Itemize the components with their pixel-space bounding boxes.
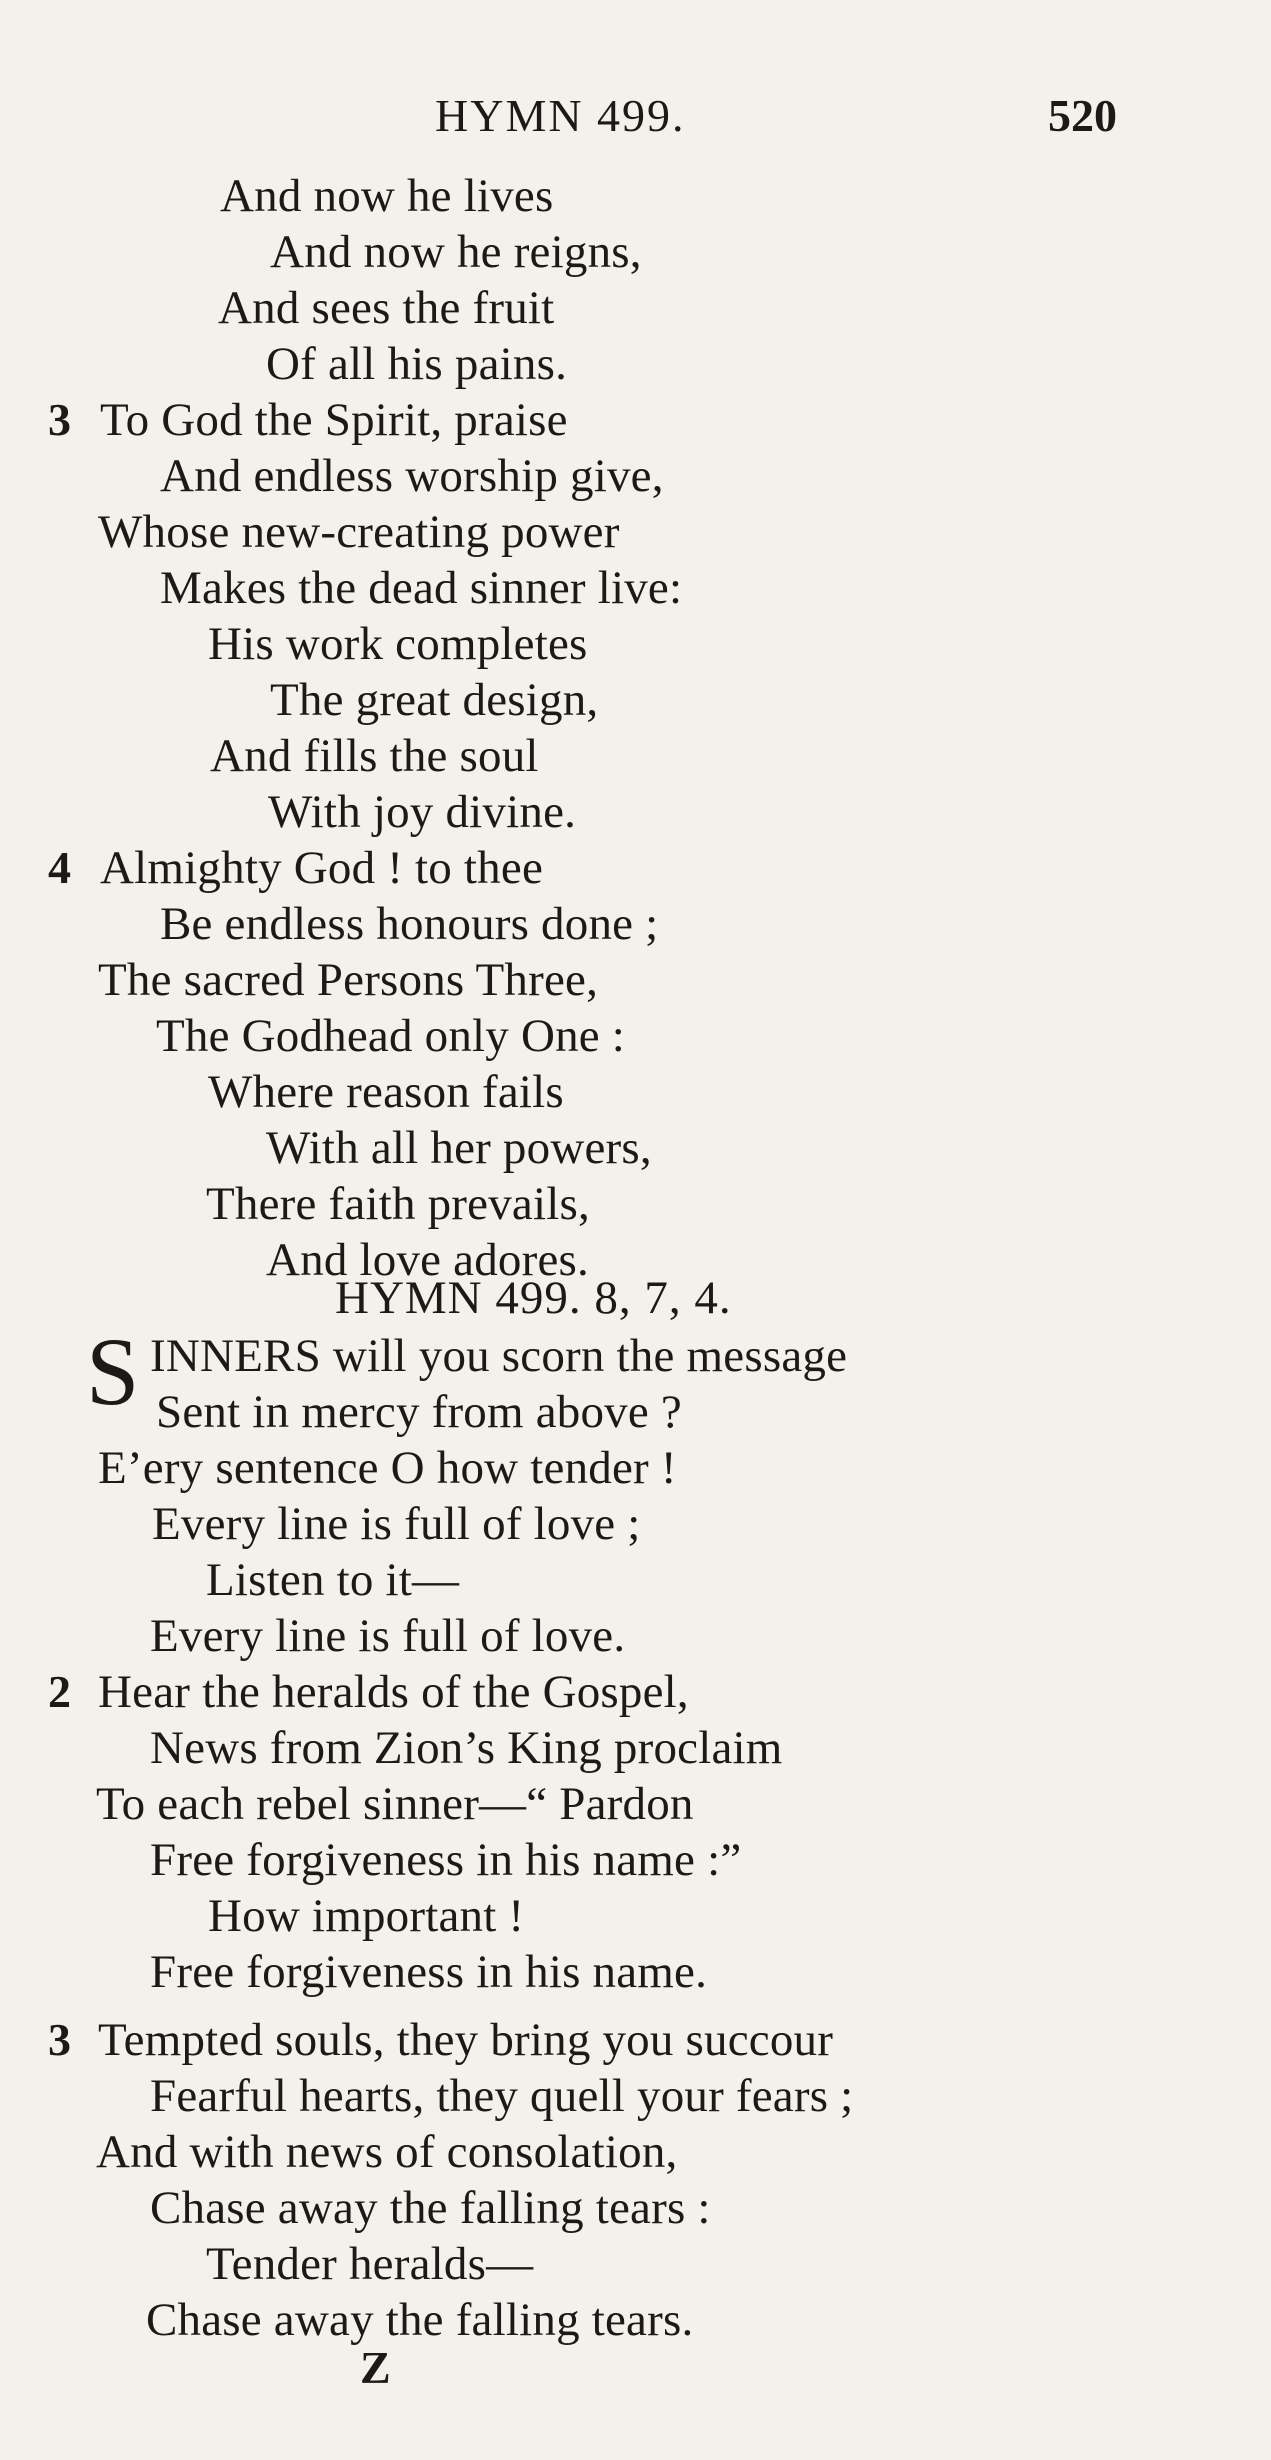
verse-line: Makes the dead sinner live:: [160, 562, 683, 614]
verse-line: E’ery sentence O how tender !: [98, 1442, 677, 1494]
drop-cap: S: [86, 1318, 140, 1425]
signature-mark: Z: [360, 2342, 391, 2393]
verse-line: Almighty God ! to thee: [100, 842, 544, 894]
running-head: HYMN 499.: [435, 90, 686, 141]
verse-line: The great design,: [270, 674, 599, 726]
verse-line: His work completes: [208, 618, 588, 670]
verse-line: There faith prevails,: [206, 1178, 590, 1230]
stanza-number: 4: [48, 842, 71, 893]
verse-line: Every line is full of love.: [150, 1610, 626, 1662]
verse-line: Tender heralds—: [206, 2238, 534, 2290]
verse-line: Free forgiveness in his name :”: [150, 1834, 742, 1886]
verse-line: Sent in mercy from above ?: [156, 1386, 682, 1438]
verse-line: And love adores.: [266, 1234, 589, 1286]
verse-line: INNERS will you scorn the message: [150, 1330, 848, 1382]
verse-line: Free forgiveness in his name.: [150, 1946, 708, 1998]
stanza-number: 3: [48, 394, 71, 445]
verse-line: Be endless honours done ;: [160, 898, 659, 950]
stanza-number: 2: [48, 1666, 71, 1717]
verse-line: Where reason fails: [208, 1066, 564, 1118]
verse-line: News from Zion’s King proclaim: [150, 1722, 783, 1774]
page-number: 520: [1048, 90, 1117, 141]
verse-line: And now he reigns,: [270, 226, 642, 278]
verse-line: Chase away the falling tears.: [146, 2294, 694, 2346]
verse-line: Listen to it—: [206, 1554, 460, 1606]
verse-line: How important !: [208, 1890, 525, 1942]
hymn-heading: HYMN 499. 8, 7, 4.: [335, 1272, 732, 1324]
verse-line: Tempted souls, they bring you succour: [98, 2014, 834, 2066]
verse-line: And with news of consolation,: [96, 2126, 678, 2178]
verse-line: Chase away the falling tears :: [150, 2182, 711, 2234]
verse-line: And fills the soul: [210, 730, 539, 782]
verse-line: Whose new-creating power: [98, 506, 620, 558]
verse-line: And now he lives: [220, 170, 554, 222]
verse-line: Hear the heralds of the Gospel,: [98, 1666, 689, 1718]
verse-line: To God the Spirit, praise: [100, 394, 568, 446]
stanza-number: 3: [48, 2014, 71, 2065]
verse-line: With all her powers,: [266, 1122, 652, 1174]
verse-line: To each rebel sinner—“ Pardon: [96, 1778, 694, 1830]
verse-line: And endless worship give,: [160, 450, 664, 502]
verse-line: And sees the fruit: [218, 282, 555, 334]
verse-line: Every line is full of love ;: [152, 1498, 641, 1550]
verse-line: Fearful hearts, they quell your fears ;: [150, 2070, 854, 2122]
verse-line: Of all his pains.: [266, 338, 568, 390]
verse-line: The Godhead only One :: [156, 1010, 626, 1062]
verse-line: With joy divine.: [268, 786, 577, 838]
verse-line: The sacred Persons Three,: [98, 954, 599, 1006]
